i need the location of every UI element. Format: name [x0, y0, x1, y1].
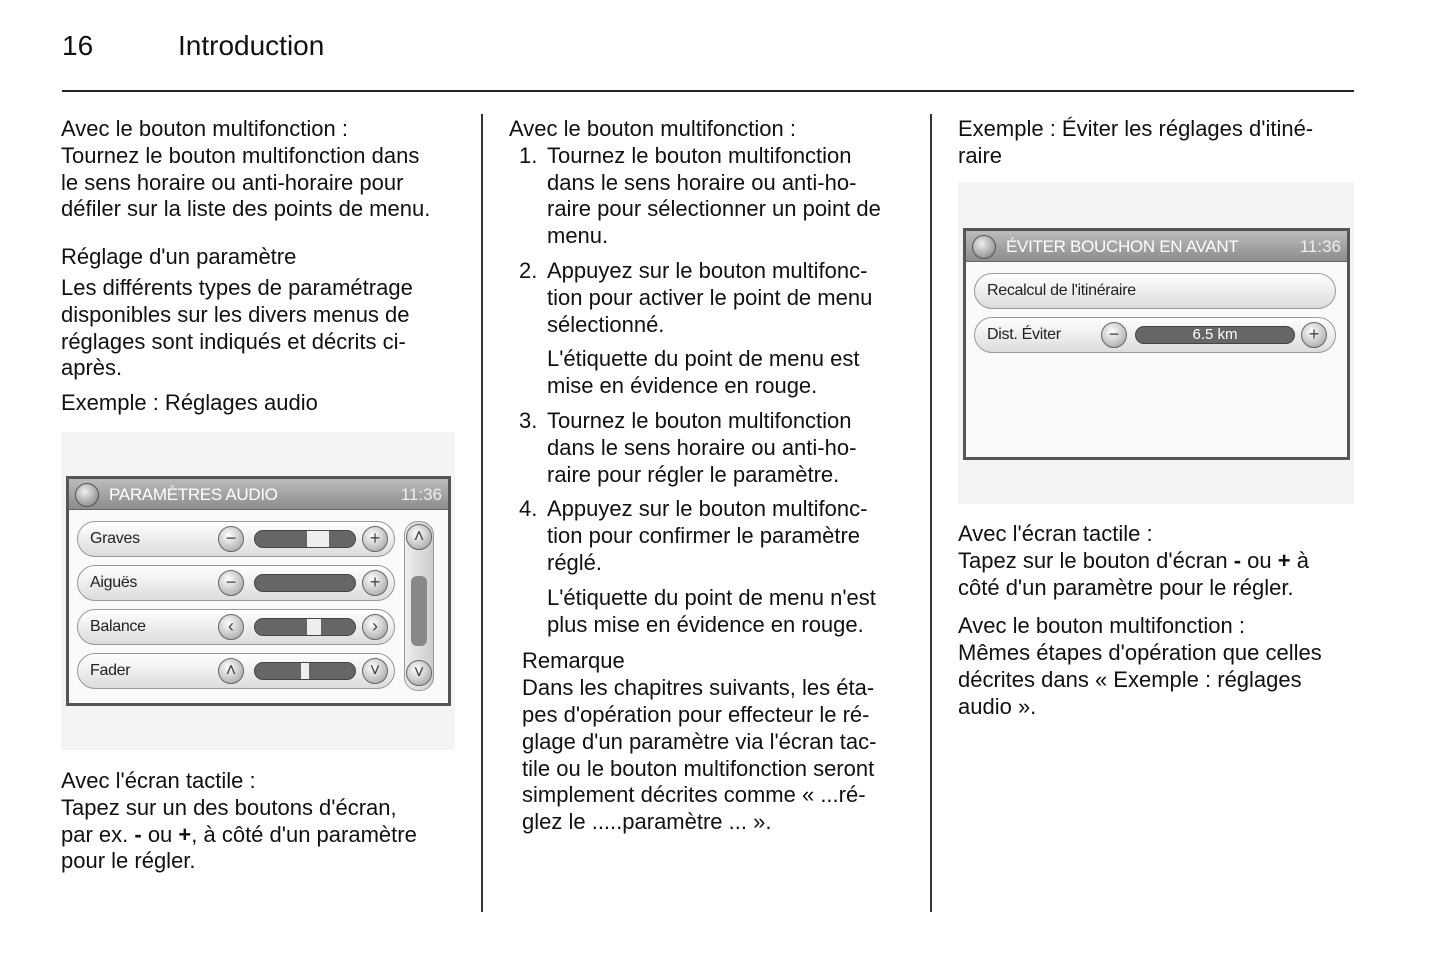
clock: 11:36 [400, 485, 442, 504]
col3-p1-line: Tapez sur le bouton d'écran - ou + à [958, 547, 1309, 573]
route-screen [963, 228, 1350, 460]
avoid-distance-row[interactable] [974, 317, 1336, 353]
route-screen-title: ÉVITER BOUCHON EN AVANT [1006, 237, 1239, 256]
level-bar[interactable] [254, 530, 356, 548]
list-item: 4. Appuyez sur le bouton multifonc- tion pour confirmer le paramètre réglé. [519, 496, 868, 575]
col1-p1-line: Tournez le bouton multifonction dans [61, 142, 420, 168]
traffic-icon [972, 235, 996, 259]
list-item: 2. Appuyez sur le bouton multifonc- tion pour activer le point de menu sélectionné. [519, 257, 873, 337]
minus-button[interactable]: − [218, 570, 244, 596]
minus-button[interactable]: − [218, 526, 244, 552]
level-knob[interactable] [307, 531, 329, 547]
level-knob[interactable] [301, 663, 309, 679]
audio-screen-title: PARAMÈTRES AUDIO [109, 485, 278, 504]
col1-p2-line: après. [61, 355, 123, 381]
plus-button[interactable]: + [1301, 322, 1327, 348]
remark-block: Remarque Dans les chapitres suivants, les éta- pes d'opération pour effecteur le ré- glage d'un paramètre via l'écran tac- tile ou le bouton multifonction seront simplement décrites comme « ...ré- glez le .....paramètre ... ». [509, 648, 909, 836]
col1-p1-line: le sens horaire ou anti-horaire pour [61, 169, 404, 195]
col1-p2-line: disponibles sur les divers menus de [61, 301, 410, 327]
level-bar[interactable] [254, 618, 356, 636]
col1-p2-line: Les différents types de paramétrage [61, 274, 413, 300]
col3-p2-heading: Avec le bouton multifonction : [958, 613, 1245, 639]
column-divider-2 [930, 114, 932, 912]
step-note: L'étiquette du point de menu n'est plus mise en évidence en rouge. [547, 584, 876, 637]
list-item: 1. Tournez le bouton multifonction dans le sens horaire ou anti-ho- raire pour sélectionner un point de menu. [519, 142, 881, 249]
plus-button[interactable]: + [362, 526, 388, 552]
col3-p1-heading: Avec l'écran tactile : [958, 521, 1153, 546]
page-number: 16 [62, 30, 94, 61]
row-label: Balance [90, 618, 146, 635]
row-label: Fader [90, 662, 131, 679]
remark-heading: Remarque [522, 648, 625, 674]
level-bar[interactable] [254, 574, 356, 592]
column-1 [61, 116, 466, 417]
list-item: 3. Tournez le bouton multifonction dans le sens horaire ou anti-ho- raire pour régler le paramètre. [519, 407, 857, 487]
chevron-down-button[interactable]: ˅ [362, 658, 388, 684]
col1-p1-heading: Avec le bouton multifonction : [61, 116, 348, 141]
distance-value-bar [1135, 326, 1295, 344]
audio-row-graves[interactable] [77, 521, 395, 557]
col1-p3-line: par ex. - ou +, à côté d'un paramètre [61, 821, 417, 847]
col3-example-line: raire [958, 142, 1003, 168]
row-label: Dist. Éviter [987, 326, 1061, 343]
chevron-right-button[interactable]: › [362, 614, 388, 640]
col3-p1-line: côté d'un paramètre pour le régler. [958, 574, 1294, 600]
column-divider-1 [481, 114, 483, 912]
col3-p2-line: Mêmes étapes d'opération que celles [958, 640, 1322, 666]
col1-example-label: Exemple : Réglages audio [61, 390, 318, 416]
distance-value: 6.5 km [1192, 326, 1238, 343]
audio-settings-icon [75, 483, 99, 507]
col1-p3-heading: Avec l'écran tactile : [61, 768, 256, 793]
row-label: Aiguës [90, 574, 138, 591]
audio-row-aigues[interactable] [77, 565, 395, 601]
audio-row-balance[interactable] [77, 609, 395, 645]
page-title: Introduction [178, 30, 325, 61]
col3-p2-line: décrites dans « Exemple : réglages [958, 666, 1302, 692]
col1-p3-line: pour le régler. [61, 848, 196, 874]
audio-screen [66, 476, 451, 706]
col1-p3-line: Tapez sur un des boutons d'écran, [61, 794, 397, 820]
chevron-up-button[interactable]: ˄ [218, 658, 244, 684]
scroll-up-button[interactable]: ˄ [406, 524, 432, 550]
audio-row-fader[interactable] [77, 653, 395, 689]
minus-button[interactable]: − [1101, 322, 1127, 348]
col1-p2-heading: Réglage d'un paramètre [61, 244, 297, 270]
scroll-thumb[interactable] [411, 576, 427, 646]
row-label: Recalcul de l'itinéraire [987, 282, 1136, 299]
audio-screen-titlebar [69, 479, 448, 510]
col3-p2-line: audio ». [958, 693, 1037, 719]
scroll-down-button[interactable]: ˅ [406, 660, 432, 686]
level-knob[interactable] [307, 619, 321, 635]
column-3-bottom [958, 521, 1358, 721]
col2-heading: Avec le bouton multifonction : [509, 116, 796, 141]
scrollbar[interactable] [404, 521, 434, 691]
col3-example-line: Exemple : Éviter les réglages d'itiné- [958, 116, 1314, 141]
col1-p2-line: réglages sont indiqués et décrits ci- [61, 328, 406, 354]
clock: 11:36 [1299, 237, 1341, 256]
level-bar[interactable] [254, 662, 356, 680]
row-label: Graves [90, 530, 140, 547]
route-screen-titlebar [966, 231, 1347, 262]
step-note: L'étiquette du point de menu est mise en évidence en rouge. [547, 346, 860, 399]
chevron-left-button[interactable]: ‹ [218, 614, 244, 640]
col1-p1-line: défiler sur la liste des points de menu. [61, 196, 431, 222]
column-2 [509, 116, 909, 836]
plus-button[interactable]: + [362, 570, 388, 596]
column-3 [958, 116, 1358, 170]
recalculate-route-button[interactable] [974, 273, 1336, 309]
header-rule [62, 90, 1354, 92]
column-1-bottom [61, 768, 466, 875]
